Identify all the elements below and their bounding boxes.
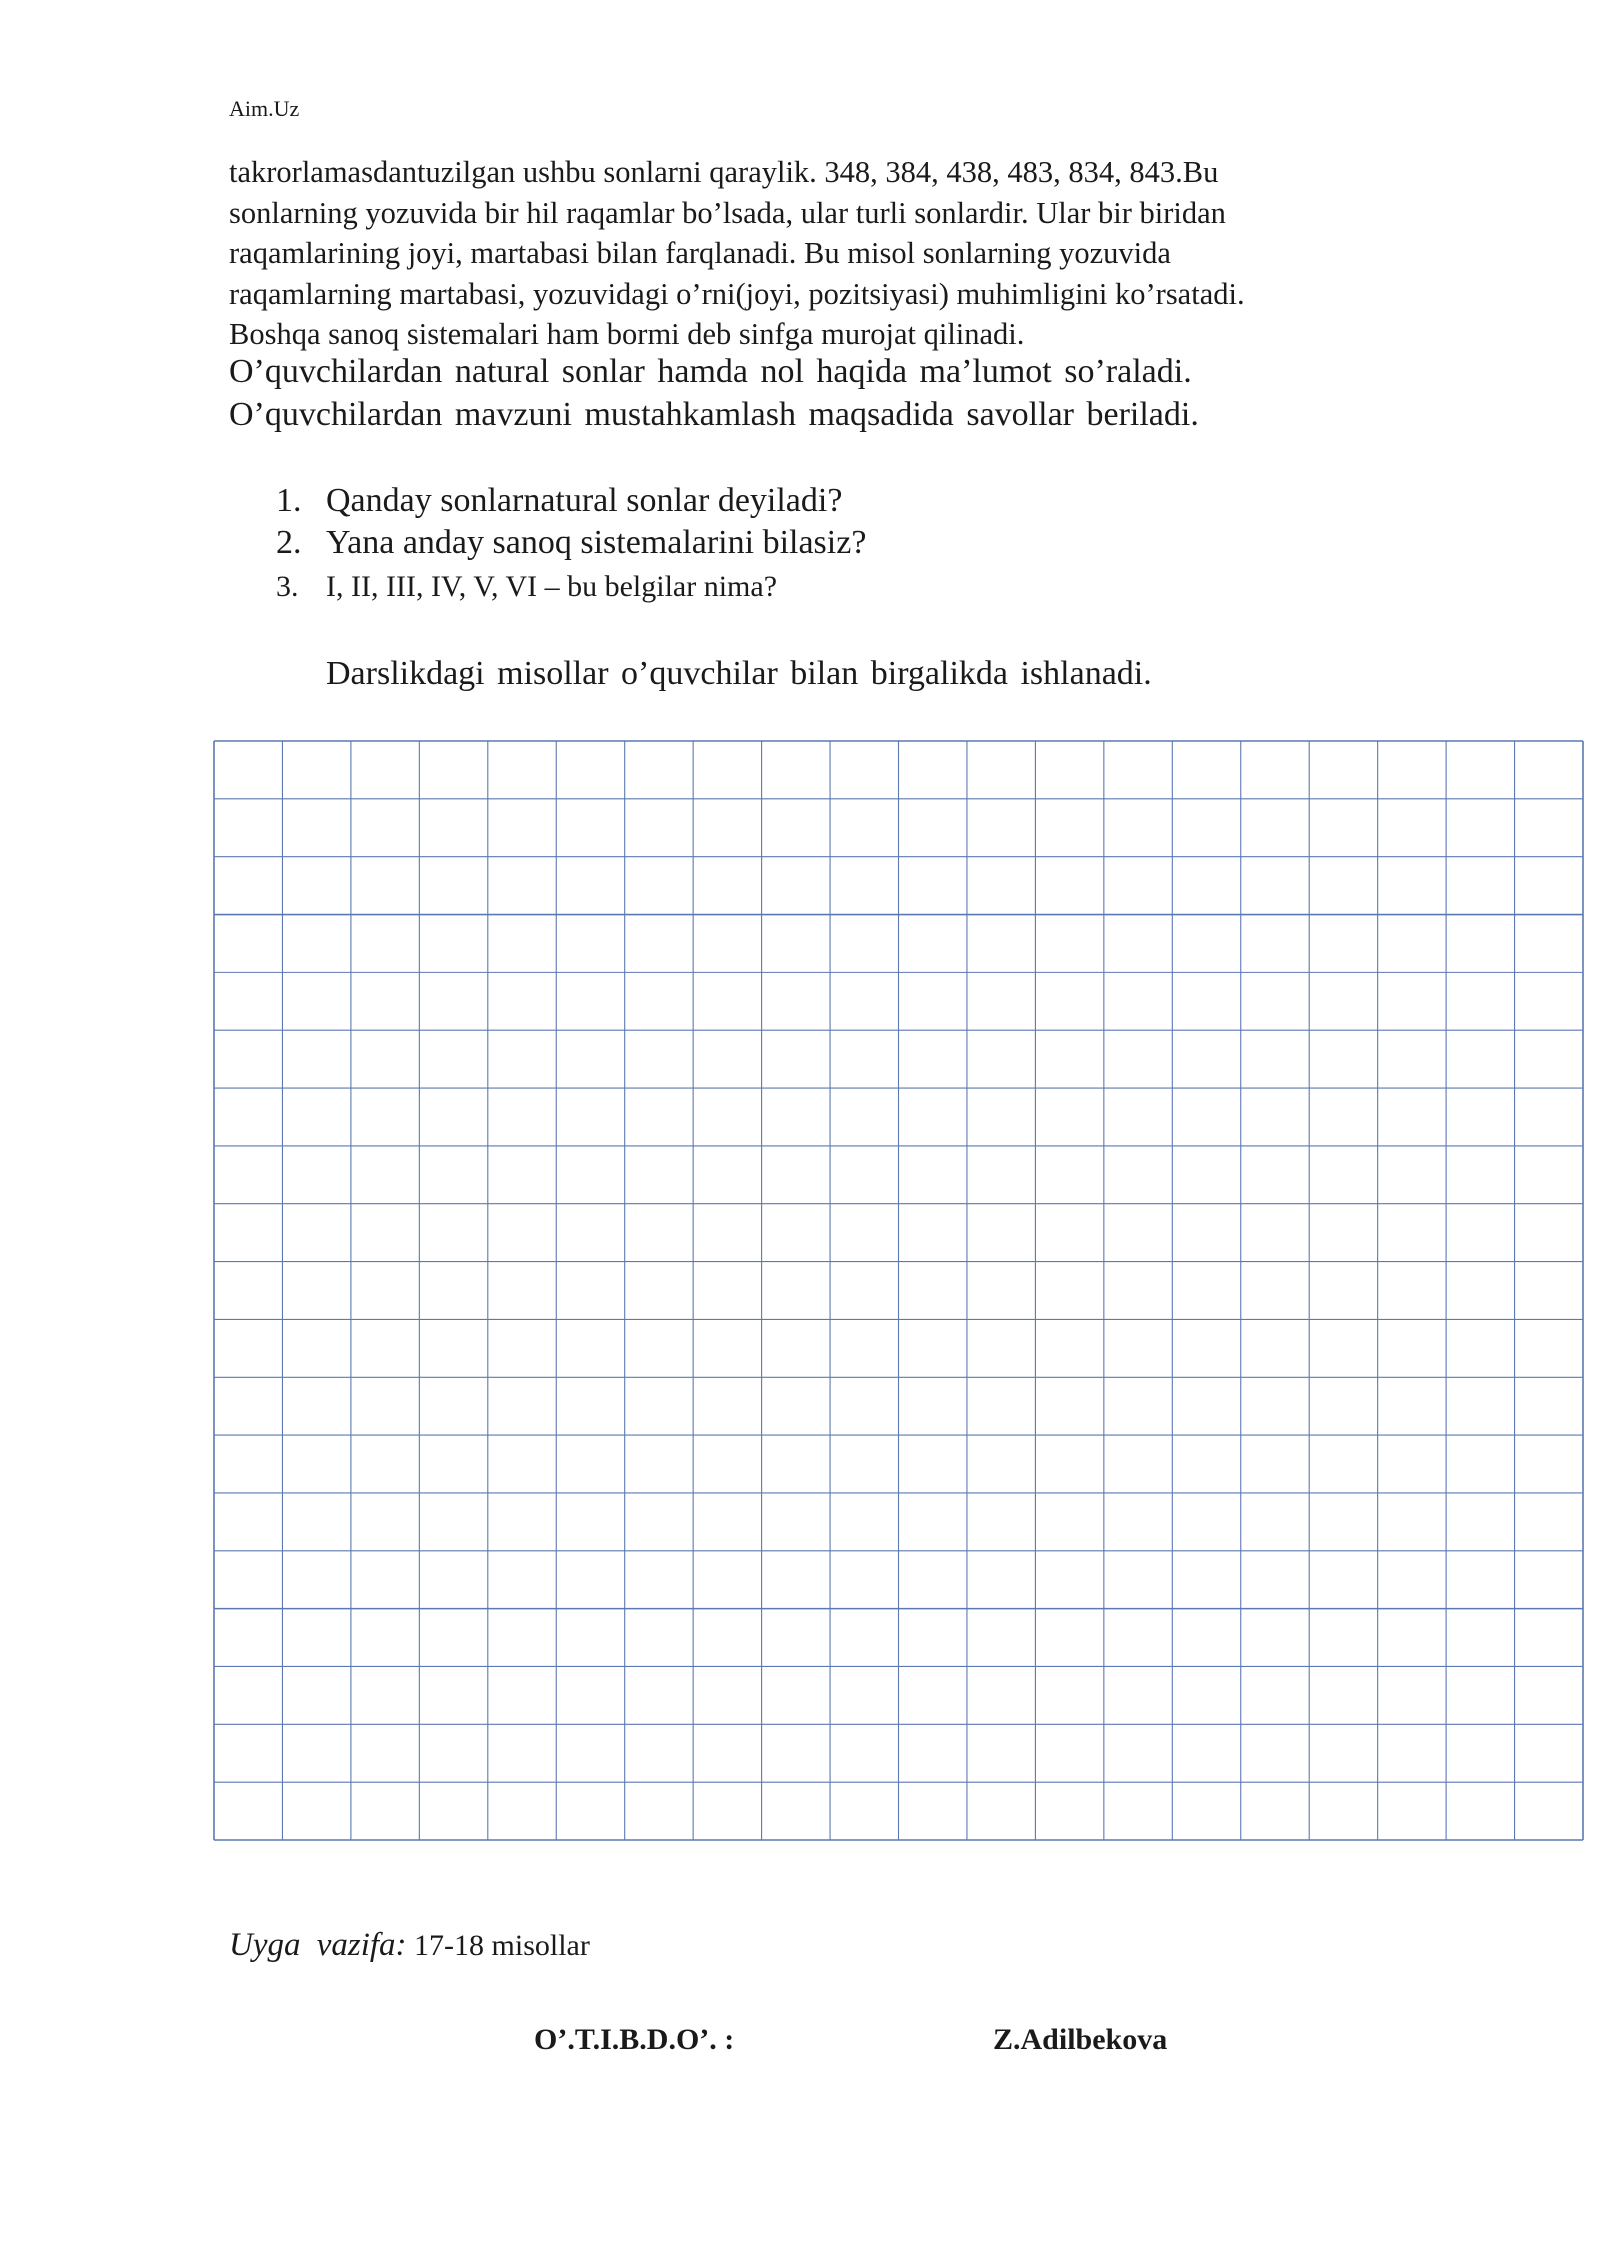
- question-number: 3.: [276, 570, 299, 603]
- paragraph-line: sonlarning yozuvida bir hil raqamlar bo’lsada, ular turli sonlardir. Ular bir biridan: [229, 195, 1226, 230]
- instruction-text: Darslikdagi misollar o’quvchilar bilan birgalikda ishlanadi.: [326, 655, 1152, 692]
- paragraph-line: takrorlamasdantuzilgan ushbu sonlarni qaraylik. 348, 384, 438, 483, 834, 843.Bu: [229, 155, 1219, 189]
- homework: [229, 1927, 590, 1964]
- paragraph-line: Boshqa sanoq sistemalari ham bormi deb sinfga murojat qilinadi.: [229, 317, 1025, 351]
- homework-text: 17-18 misollar: [406, 1929, 590, 1962]
- statement-line: O’quvchilardan mavzuni mustahkamlash maqsadida savollar beriladi.: [229, 396, 1199, 433]
- question-number: 2.: [276, 524, 302, 561]
- paragraph-line: raqamlarning martabasi, yozuvidagi o’rni(joyi, pozitsiyasi) muhimligini ko’rsatadi.: [229, 276, 1245, 311]
- statement-line: O’quvchilardan natural sonlar hamda nol haqida ma’lumot so’raladi.: [229, 353, 1192, 390]
- signature-label: O’.T.I.B.D.O’. :: [534, 2023, 735, 2056]
- question-text: Yana anday sanoq sistemalarini bilasiz?: [326, 524, 867, 561]
- question-text: Qanday sonlarnatural sonlar deyiladi?: [326, 482, 843, 519]
- question-number: 1.: [276, 482, 302, 519]
- site-label: Aim.Uz: [229, 96, 300, 121]
- question-text: I, II, III, IV, V, VI – bu belgilar nima?: [326, 570, 778, 603]
- signature-name: Z.Adilbekova: [993, 2023, 1168, 2056]
- paragraph-line: raqamlarining joyi, martabasi bilan farqlanadi. Bu misol sonlarning yozuvida: [229, 236, 1171, 270]
- homework-label: Uyga vazifa:: [229, 1927, 407, 1963]
